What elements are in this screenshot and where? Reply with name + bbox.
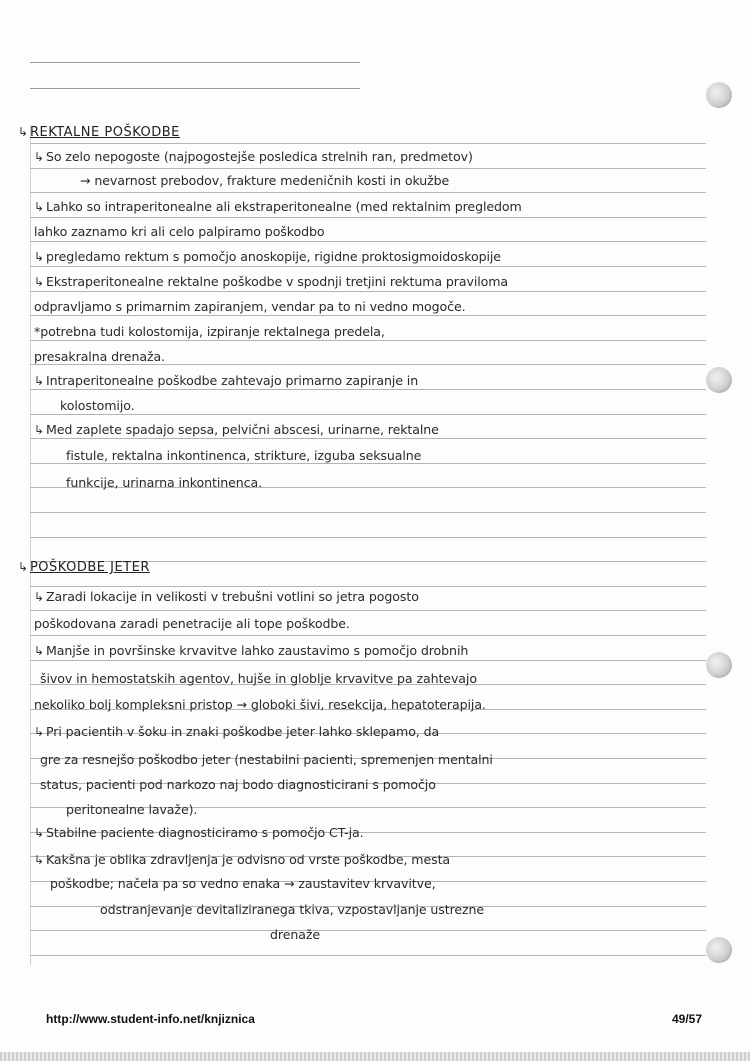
note-line: odpravljamo s primarnim zapiranjem, vendar pa to ni vedno mogoče. bbox=[34, 299, 466, 314]
note-line: → nevarnost prebodov, frakture medeničnih kosti in okužbe bbox=[80, 173, 450, 188]
arrow-bullet-icon: ↳ bbox=[34, 150, 44, 164]
note-line: nekoliko bolj kompleksni pristop → globoki šivi, resekcija, hepatoterapija. bbox=[34, 697, 486, 712]
footer-page-number: 49/57 bbox=[672, 1012, 703, 1026]
arrow-bullet-icon: ↳ bbox=[18, 560, 28, 574]
footer-source-url: http://www.student-info.net/knjiznica bbox=[46, 1012, 255, 1026]
section-heading-jeter: ↳ POŠKODBE JETER bbox=[18, 560, 150, 575]
ruled-line bbox=[30, 168, 706, 169]
ruled-line bbox=[30, 192, 706, 193]
binder-hole bbox=[706, 82, 732, 108]
ruled-line bbox=[30, 537, 706, 538]
note-line: odstranjevanje devitaliziranega tkiva, vzpostavljanje ustrezne bbox=[100, 902, 485, 917]
arrow-bullet-icon: ↳ bbox=[34, 423, 44, 437]
arrow-bullet-icon: ↳ bbox=[18, 125, 28, 139]
ruled-line bbox=[30, 660, 706, 661]
ruled-line bbox=[30, 217, 706, 218]
arrow-bullet-icon: ↳ bbox=[34, 374, 44, 388]
arrow-bullet-icon: ↳ bbox=[34, 200, 44, 214]
note-line: drenaže bbox=[270, 927, 321, 942]
note-line: fistule, rektalna inkontinenca, strikture, izguba seksualne bbox=[66, 448, 422, 463]
note-line: ↳ So zelo nepogoste (najpogostejše posledica strelnih ran, predmetov) bbox=[34, 149, 473, 164]
note-line: ↳ Intraperitonealne poškodbe zahtevajo primarno zapiranje in bbox=[34, 373, 419, 388]
arrow-bullet-icon: ↳ bbox=[34, 853, 44, 867]
binder-hole bbox=[706, 652, 732, 678]
note-line: kolostomijo. bbox=[60, 398, 135, 413]
note-line: poškodbe; načela pa so vedno enaka → zaustavitev krvavitve, bbox=[50, 876, 436, 891]
ruled-line bbox=[30, 241, 706, 242]
note-line: šivov in hemostatskih agentov, hujše in globlje krvavitve pa zahtevajo bbox=[40, 671, 477, 686]
note-line: *potrebna tudi kolostomija, izpiranje rektalnega predela, bbox=[34, 324, 385, 339]
ruled-line bbox=[30, 389, 706, 390]
note-line: lahko zaznamo kri ali celo palpiramo poškodbo bbox=[34, 224, 325, 239]
note-line: ↳ Kakšna je oblika zdravljenja je odvisno od vrste poškodbe, mesta bbox=[34, 852, 451, 867]
ruled-line bbox=[30, 266, 706, 267]
ruled-line bbox=[30, 143, 706, 144]
arrow-bullet-icon: ↳ bbox=[34, 250, 44, 264]
ruled-line bbox=[30, 635, 706, 636]
ruled-line bbox=[30, 512, 706, 513]
ruled-line bbox=[30, 586, 706, 587]
header-line bbox=[30, 62, 360, 63]
note-line: ↳ Stabilne paciente diagnosticiramo s pomočjo CT-ja. bbox=[34, 825, 364, 840]
arrow-bullet-icon: ↳ bbox=[34, 644, 44, 658]
note-line: ↳ Lahko so intraperitonealne ali ekstraperitonealne (med rektalnim pregledom bbox=[34, 199, 522, 214]
note-line: ↳ Manjše in površinske krvavitve lahko zaustavimo s pomočjo drobnih bbox=[34, 643, 469, 658]
arrow-bullet-icon: ↳ bbox=[34, 275, 44, 289]
arrow-bullet-icon: ↳ bbox=[34, 590, 44, 604]
note-line: ↳ Pri pacientih v šoku in znaki poškodbe jeter lahko sklepamo, da bbox=[34, 724, 440, 739]
scan-edge-strip bbox=[0, 1052, 750, 1061]
ruled-line bbox=[30, 291, 706, 292]
ruled-line bbox=[30, 438, 706, 439]
note-line: ↳ pregledamo rektum s pomočjo anoskopije, rigidne proktosigmoidoskopije bbox=[34, 249, 501, 264]
note-line: status, pacienti pod narkozo naj bodo diagnosticirani s pomočjo bbox=[40, 777, 436, 792]
section-heading-rektalne: ↳ REKTALNE POŠKODBE bbox=[18, 125, 180, 140]
ruled-line bbox=[30, 930, 706, 931]
arrow-bullet-icon: ↳ bbox=[34, 826, 44, 840]
binder-hole bbox=[706, 367, 732, 393]
header-line bbox=[30, 88, 360, 89]
ruled-line bbox=[30, 955, 706, 956]
note-line: funkcije, urinarna inkontinenca. bbox=[66, 475, 262, 490]
binder-hole bbox=[706, 937, 732, 963]
note-line: poškodovana zaradi penetracije ali tope poškodbe. bbox=[34, 616, 350, 631]
arrow-bullet-icon: ↳ bbox=[34, 725, 44, 739]
note-line: presakralna drenaža. bbox=[34, 349, 165, 364]
note-line: ↳ Med zaplete spadajo sepsa, pelvični abscesi, urinarne, rektalne bbox=[34, 422, 439, 437]
ruled-line bbox=[30, 315, 706, 316]
ruled-line bbox=[30, 610, 706, 611]
note-line: ↳ Zaradi lokacije in velikosti v trebušni votlini so jetra pogosto bbox=[34, 589, 419, 604]
note-line: gre za resnejšo poškodbo jeter (nestabilni pacienti, spremenjen mentalni bbox=[40, 752, 493, 767]
margin-line bbox=[30, 125, 31, 965]
note-line: ↳ Ekstraperitonealne rektalne poškodbe v spodnji tretjini rektuma praviloma bbox=[34, 274, 509, 289]
note-line: peritonealne lavaže). bbox=[66, 802, 198, 817]
